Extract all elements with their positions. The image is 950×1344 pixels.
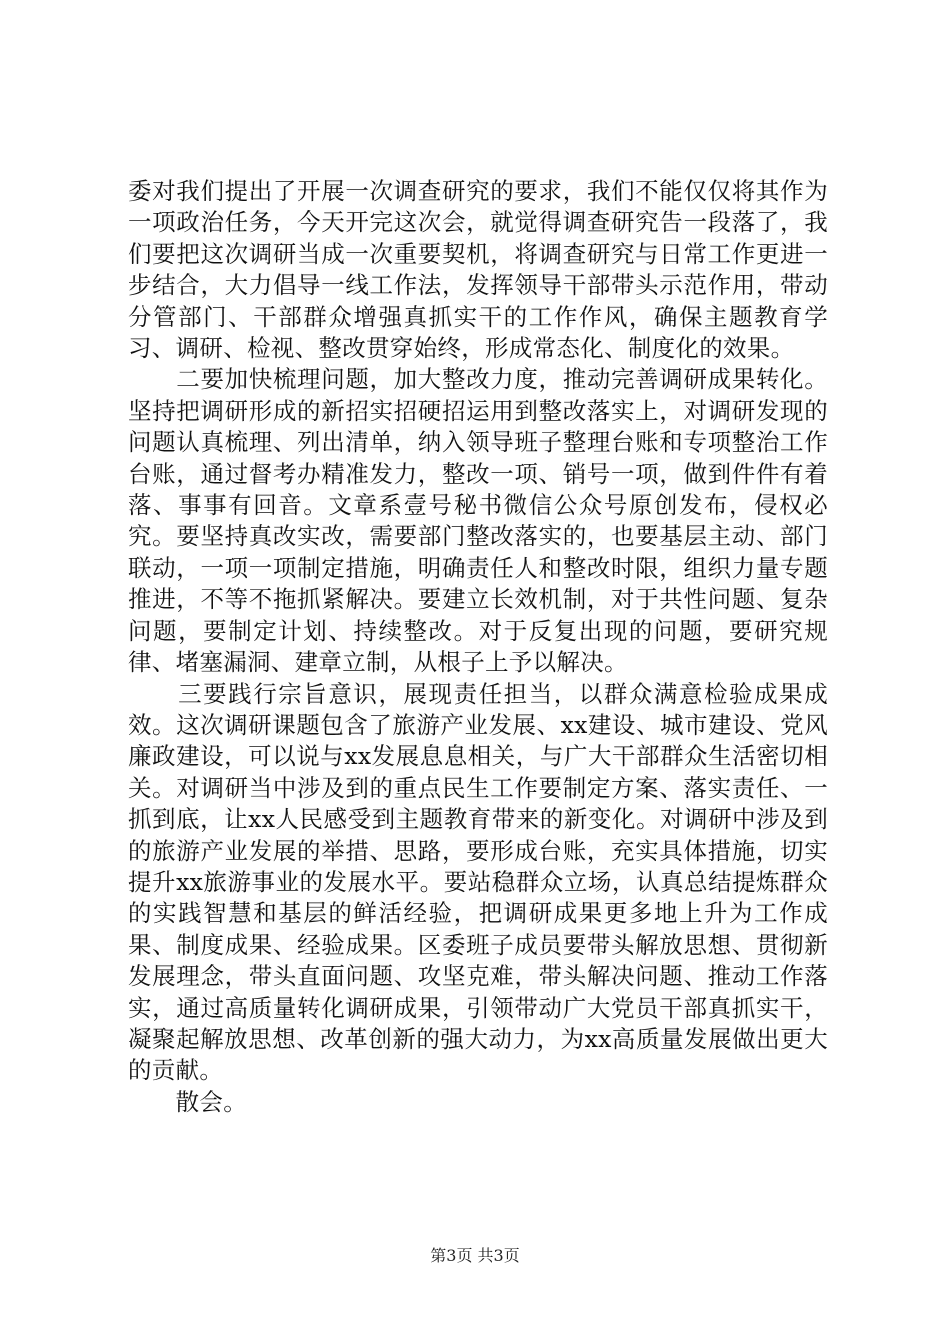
paragraph-closing: 散会。 xyxy=(128,1087,247,1116)
document-body xyxy=(128,176,828,1118)
paragraph-point-three: 三要践行宗旨意识，展现责任担当，以群众满意检验成果成效。这次调研课题包含了旅游产业发展、xx建设、城市建设、党风廉政建设，可以说与xx发展息息相关，与广大干部群众生活密切相关。对调研当中涉及到的重点民生工作要制定方案、落实责任、一抓到底，让xx人民感受到主题教育带来的新变化。对调研中涉及到的旅游产业发展的举措、思路，要形成台账，充实具体措施，切实提升xx旅游事业的发展水平。要站稳群众立场，认真总结提炼群众的实践智慧和基层的鲜活经验，把调研成果更多地上升为工作成果、制度成果、经验成果。区委班子成员要带头解放思想、贯彻新发展理念，带头直面问题、攻坚克难，带头解决问题、推动工作落实，通过高质量转化调研成果，引领带动广大党员干部真抓实干，凝聚起解放思想、改革创新的强大动力，为xx高质量发展做出更大的贡献。 xyxy=(128,679,828,1085)
page-number-footer: 第3页 共3页 xyxy=(430,1246,520,1265)
paragraph-intro-continuation: 委对我们提出了开展一次调查研究的要求，我们不能仅仅将其作为一项政治任务，今天开完这次会，就觉得调查研究告一段落了，我们要把这次调研当成一次重要契机，将调查研究与日常工作更进一步结合，大力倡导一线工作法，发挥领导干部带头示范作用，带动分管部门、干部群众增强真抓实干的工作作风，确保主题教育学习、调研、检视、整改贯穿始终，形成常态化、制度化的效果。 xyxy=(128,177,828,363)
paragraph-point-two: 二要加快梳理问题，加大整改力度，推动完善调研成果转化。坚持把调研形成的新招实招硬招运用到整改落实上，对调研发现的问题认真梳理、列出清单，纳入领导班子整理台账和专项整治工作台账，通过督考办精准发力，整改一项、销号一项，做到件件有着落、事事有回音。文章系壹号秘书微信公众号原创发布，侵权必究。要坚持真改实改，需要部门整改落实的，也要基层主动、部门联动，一项一项制定措施，明确责任人和整改时限，组织力量专题推进，不等不拖抓紧解决。要建立长效机制，对于共性问题、复杂问题，要制定计划、持续整改。对于反复出现的问题，要研究规律、堵塞漏洞、建章立制，从根子上予以解决。 xyxy=(128,365,828,677)
